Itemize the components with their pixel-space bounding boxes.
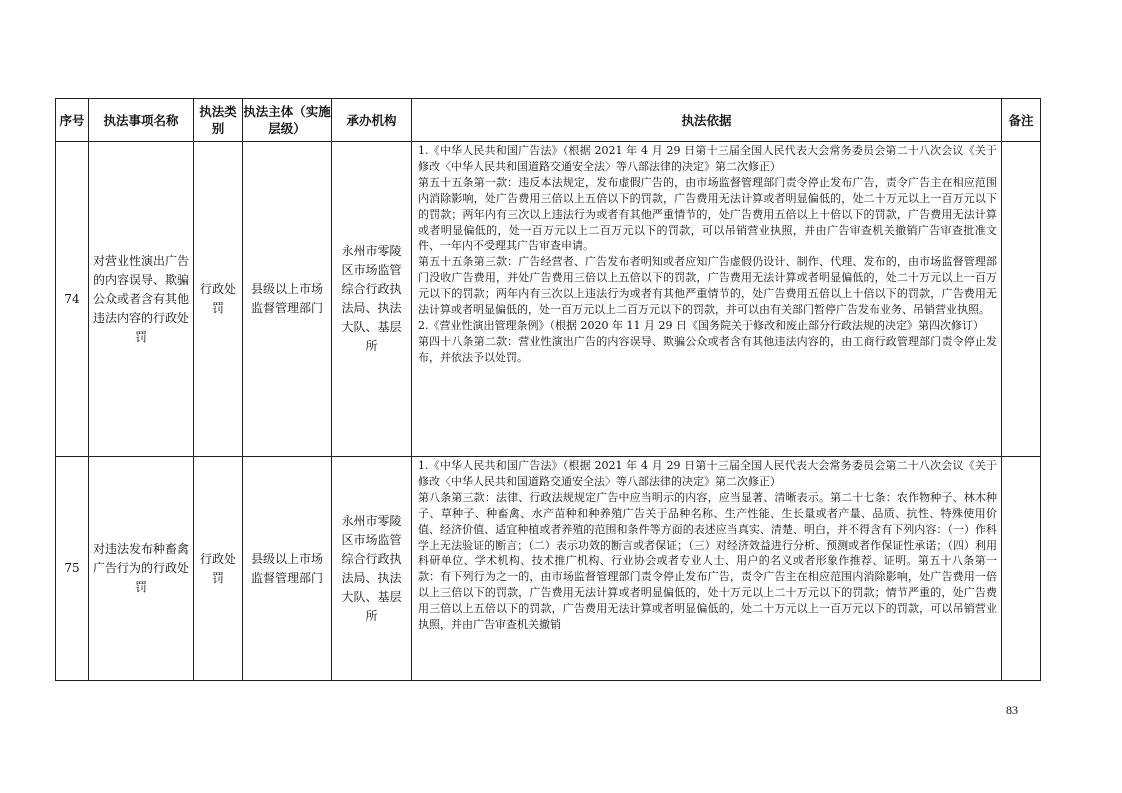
header-category: 执法类别 bbox=[194, 99, 243, 142]
row-remarks bbox=[1002, 142, 1041, 457]
row-category: 行政处罚 bbox=[194, 457, 243, 681]
basis-paragraph: 第五十五条第一款：违反本法规定，发布虚假广告的，由市场监督管理部门责令停止发布广告，责令广告主在相应范围内消除影响，处广告费用三倍以上五倍以下的罚款，广告费用无法计算或者明显偏低的，处二十万元以上一百万元以下的罚款；两年内有三次以上违法行为或者有其他严重情节的，处广告费用五倍以上十倍以下的罚款，广告费用无法计算或者明显偏低的，处一百万元以上二百万元以下的罚款，可以吊销营业执照，并由广告审查机关撤销广告审查批准文件、一年内不受理其广告审查申请。 bbox=[418, 175, 997, 253]
basis-paragraph: 第五十五条第三款：广告经营者、广告发布者明知或者应知广告虚假仍设计、制作、代理、发布的，由市场监督管理部门没收广告费用，并处广告费用三倍以上五倍以下的罚款，广告费用无法计算或者明显偏低的，处二十万元以上一百万元以下的罚款；两年内有三次以上违法行为或者有其他严重情节的，处广告费用五倍以上十倍以下的罚款，广告费用无法计算或者明显偏低的，处一百万元以上二百万元以下的罚款，并可以由有关部门暂停广告发布业务、吊销营业执照。 bbox=[418, 255, 997, 317]
basis-paragraph: 第四十八条第二款：营业性演出广告的内容误导、欺骗公众或者含有其他违法内容的，由工商行政管理部门责令停止发布，并依法予以处罚。 bbox=[418, 334, 997, 364]
row-agency: 永州市零陵区市场监管综合行政执法局、执法大队、基层所 bbox=[332, 457, 412, 681]
enforcement-table bbox=[55, 98, 1041, 681]
row-subject: 县级以上市场监督管理部门 bbox=[243, 457, 332, 681]
header-subject: 执法主体（实施层级） bbox=[243, 99, 332, 142]
header-item-name: 执法事项名称 bbox=[89, 99, 194, 142]
row-seq: 74 bbox=[56, 142, 89, 457]
header-agency: 承办机构 bbox=[332, 99, 412, 142]
header-remarks: 备注 bbox=[1002, 99, 1041, 142]
basis-paragraph: 第八条第三款：法律、行政法规规定广告中应当明示的内容，应当显著、清晰表示。第二十七条：农作物种子、林木种子、草种子、种畜禽、水产苗种和种养殖广告关于品种名称、生产性能、生长量或者产量、品质、抗性、特殊使用价值、经济价值、适宜种植或者养殖的范围和条件等方面的表述应当真实、清楚、明白，并不得含有下列内容：（一）作科学上无法验证的断言；（二）表示功效的断言或者保证；（三）对经济效益进行分析、预测或者作保证性承诺；（四）利用科研单位、学术机构、技术推广机构、行业协会或者专业人士、用户的名义或者形象作推荐、证明。第五十八条第一款：有下列行为之一的，由市场监督管理部门责令停止发布广告，责令广告主在相应范围内消除影响，处广告费用一倍以上三倍以下的罚款，广告费用无法计算或者明显偏低的，处十万元以上二十万元以下的罚款；情节严重的，处广告费用三倍以上五倍以下的罚款，广告费用无法计算或者明显偏低的，处二十万元以上一百万元以下的罚款，可以吊销营业执照，并由广告审查机关撤销 bbox=[418, 490, 997, 632]
row-basis bbox=[412, 142, 1002, 457]
row-seq: 75 bbox=[56, 457, 89, 681]
basis-paragraph: 2.《营业性演出管理条例》（根据 2020 年 11 月 29 日《国务院关于修改和废止部分行政法规的决定》第四次修订） bbox=[418, 318, 984, 332]
basis-paragraph: 1.《中华人民共和国广告法》（根据 2021 年 4 月 29 日第十三届全国人民代表大会常务委员会第二十八次会议《关于修改〈中华人民共和国道路交通安全法〉等八部法律的决定》第二次修正） bbox=[418, 459, 997, 488]
row-remarks bbox=[1002, 457, 1041, 681]
row-subject: 县级以上市场监督管理部门 bbox=[243, 142, 332, 457]
row-agency: 永州市零陵区市场监管综合行政执法局、执法大队、基层所 bbox=[332, 142, 412, 457]
header-seq: 序号 bbox=[56, 99, 89, 142]
page-number: 83 bbox=[1006, 703, 1018, 717]
row-category: 行政处罚 bbox=[194, 142, 243, 457]
row-item-name: 对违法发布种畜禽广告行为的行政处罚 bbox=[89, 457, 194, 681]
row-item-name: 对营业性演出广告的内容误导、欺骗公众或者含有其他违法内容的行政处罚 bbox=[89, 142, 194, 457]
header-row bbox=[56, 99, 1041, 142]
header-basis: 执法依据 bbox=[412, 99, 1002, 142]
basis-paragraph: 1.《中华人民共和国广告法》（根据 2021 年 4 月 29 日第十三届全国人民代表大会常务委员会第二十八次会议《关于修改〈中华人民共和国道路交通安全法〉等八部法律的决定》第二次修正） bbox=[418, 144, 997, 173]
table-row bbox=[56, 142, 1041, 457]
row-basis bbox=[412, 457, 1002, 681]
table-row bbox=[56, 457, 1041, 681]
